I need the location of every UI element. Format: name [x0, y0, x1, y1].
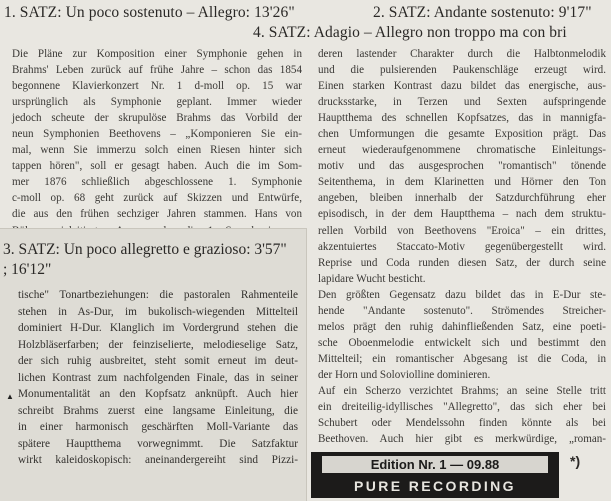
text-line: episodisch, in der dem Hauptthema – nach dem struktu- — [318, 208, 606, 221]
text-line: chen Umformungen die gesamte Exposition prägt. Das — [318, 128, 606, 141]
text-line: tische" Tonartbeziehungen: die pastoralen Rahmenteile — [18, 289, 298, 301]
pure-recording-label: PURE RECORDING — [354, 478, 516, 494]
text-line: ein dreiteilig-idyllisches "Allegretto", das sich eher bei — [318, 401, 606, 414]
text-line: erneut wiederaufgenommene chromatische Einleitungs- — [318, 144, 606, 157]
paper-mark: ▲ — [6, 392, 14, 401]
text-line: deren lastender Charakter durch die Halbtonmelodik — [318, 48, 606, 60]
text-line: motiv und das ausgesprochen "romantisch" tönende — [318, 160, 606, 173]
text-line: Monumentalität an den Kopfsatz anknüpft. Auch hier — [18, 388, 298, 400]
text-line: sche Oboenmelodie entwickelt sich und bestimmt den — [318, 336, 606, 349]
heading-satz-4: 4. SATZ: Adagio – Allegro non troppo ma con bri — [253, 24, 567, 41]
text-line: hende "Andante sostenuto". Strömendes Streicher- — [318, 304, 606, 317]
heading-satz-1: 1. SATZ: Un poco sostenuto – Allegro: 13'26" — [4, 4, 295, 21]
text-line: mer 1876 schließlich abgeschlossene 1. Symphonie — [12, 176, 302, 189]
text-line: Einen starken Kontrast dazu bildet das energische, aus- — [318, 80, 606, 93]
patch-text-column — [18, 287, 298, 469]
text-line: dominiert H-Dur. Klanglich im Vordergrund stehen die — [18, 322, 298, 334]
text-line: lichen Kontrast zum nachfolgenden Finale, das in seiner — [18, 371, 298, 384]
text-line: neun Symphonien Beethovens – „Komponieren Sie ein- — [12, 128, 302, 141]
right-text-column — [318, 46, 606, 447]
text-line: lapidare Wucht besticht. — [318, 272, 426, 285]
text-line: und die pulsierenden Paukenschläge erzeugt wird. — [318, 64, 606, 77]
text-line: rellen Vorbild von Beethovens "Eroica" – ein drittes, — [318, 224, 606, 237]
text-line: Auf ein Scherzo verzichtet Brahms; an seine Stelle tritt — [318, 384, 606, 397]
text-line: Die Pläne zur Komposition einer Symphonie gehen in — [12, 48, 302, 60]
heading-satz-3: 3. SATZ: Un poco allegretto e grazioso: 3'57" — [3, 241, 287, 258]
edition-number: Edition Nr. 1 — 09.88 — [322, 456, 548, 473]
text-line: Reprise und Coda runden diesen Satz, der durch seine — [318, 256, 606, 269]
heading-satz-3-duration: ; 16'12" — [3, 261, 52, 278]
text-line: Holzbläserfarben; der feinziselierte, melodieselige Satz, — [18, 338, 298, 351]
text-line: spätere Hauptthema vorwegnimmt. Die Satzfaktur — [18, 437, 298, 450]
text-line: c-moll op. 68 geht zurück auf Skizzen und Entwürfe, — [12, 192, 302, 205]
text-line: der sich ruhig ausbreitet, steht somit erneut im deut- — [18, 355, 298, 367]
text-line: Brahms' Leben zurück auf frühe Jahre – schon das 1854 — [12, 64, 302, 77]
text-line: Mittelteil; ein romantischer Abgesang ist die Coda, in — [318, 352, 606, 365]
text-line: tappen hören", soll er gesagt haben. Auch die im Som- — [12, 160, 302, 173]
text-line: Schubert oder Mendelssohn finden könnte als bei — [318, 417, 606, 430]
text-line: drucksstarke, in Terzen und Sexten aufspringende — [318, 96, 606, 109]
text-line: begonnene Klavierkonzert Nr. 1 d-moll op. 15 war — [12, 80, 302, 93]
text-line: angeben, bleiben innerhalb der Satzdurchführung eher — [318, 192, 606, 205]
text-line: die aus den frühen sechziger Jahren stammen. Hans von — [12, 208, 302, 221]
text-line: mal, wenn Sie immerzu solch einen Riesen hinter sich — [12, 144, 302, 157]
text-line: jedoch scheute der skrupulöse Brahms das Vorbild der — [12, 112, 302, 125]
heading-satz-2: 2. SATZ: Andante sostenuto: 9'17" — [373, 4, 592, 21]
text-line: melos prägt den ruhig dahinfließenden Satz, eine poeti- — [318, 320, 606, 333]
text-line: stehen in As-Dur, im bukolisch-wiegenden Mittelteil — [18, 305, 298, 318]
text-line: in einer harmonisch geschärften Moll-Variante das — [18, 421, 298, 433]
left-text-column — [12, 46, 302, 239]
text-line: Beethoven. Auch hier gibt es merkwürdige, „roman- — [318, 433, 606, 446]
footnote-marker: *) — [570, 453, 581, 469]
text-line: schreibt Brahms zuerst eine langsame Einleitung, die — [18, 404, 298, 417]
text-line: Seitenthema, in dem Klarinetten und Hörner den Ton — [318, 176, 606, 189]
overlaid-text-fragment — [0, 228, 307, 501]
text-line: akzentuiertes Staccato-Motiv gegenübergestellt wird. — [318, 240, 606, 253]
text-line: wirkt kaleidoskopisch: aneinandergereiht sind Pizzi- — [18, 454, 298, 466]
text-line: Den größten Gegensatz dazu bildet das in E-Dur ste- — [318, 288, 606, 301]
text-line: Hauptthema des schnellen Kopfsatzes, das in mannigfa- — [318, 112, 606, 125]
text-line: ursprünglich als Symphonie geplant. Immer wieder — [12, 96, 302, 109]
text-line: der Horn und Soloviolline dominieren. — [318, 368, 491, 381]
